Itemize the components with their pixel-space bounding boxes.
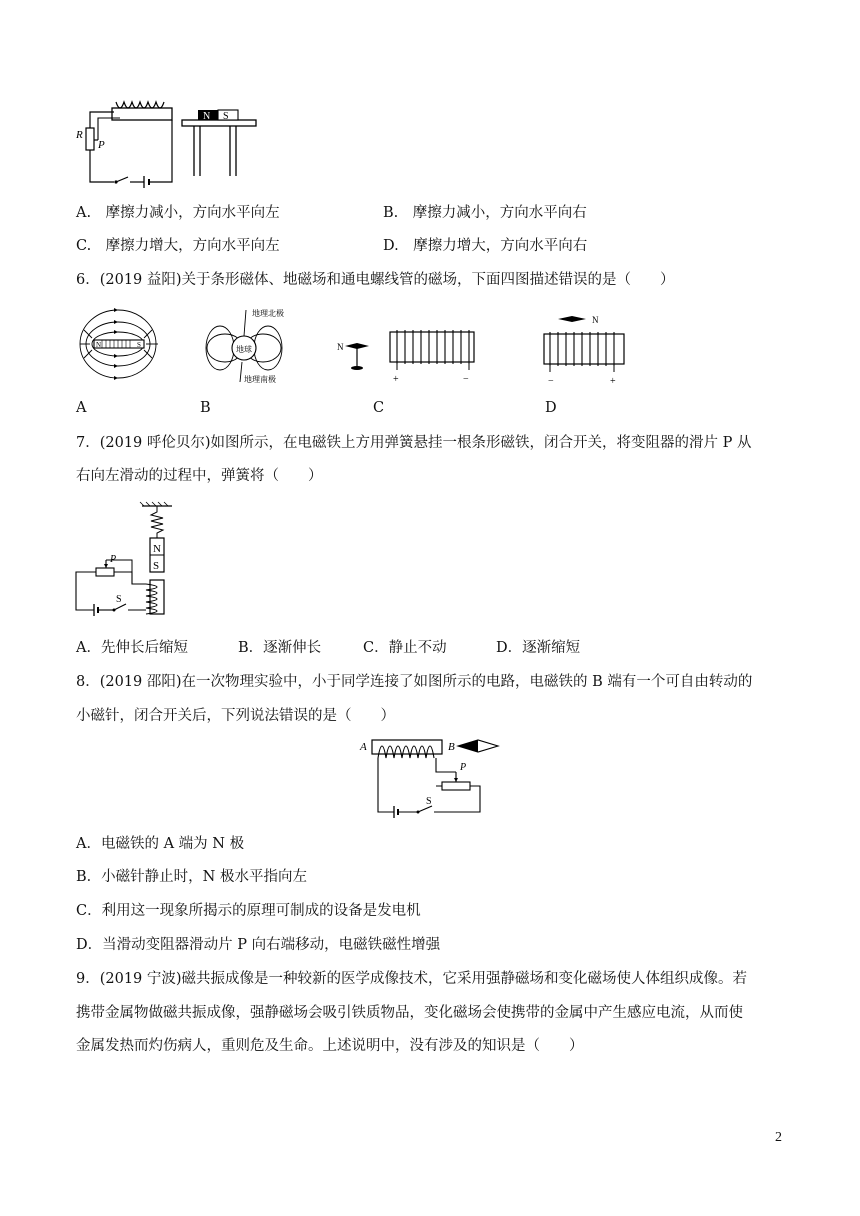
q7-label-switch: S <box>116 594 122 605</box>
q5-option-d[interactable]: D. 摩擦力增大，方向水平向右 <box>383 238 588 254</box>
q8-option-a[interactable]: A．电磁铁的 A 端为 N 极 <box>76 836 245 852</box>
q7-label-p: P <box>110 554 117 565</box>
q5-label-r: R <box>76 129 83 141</box>
q5-label-n: N <box>203 111 211 122</box>
q8-figure <box>356 734 506 818</box>
q5-option-b[interactable]: B. 摩擦力减小，方向水平向右 <box>383 205 587 221</box>
q6d-plus: + <box>610 376 616 387</box>
q6c-plus: + <box>393 374 399 385</box>
q6c-minus: − <box>463 374 469 385</box>
q8-stem-line1: 8．(2019 邵阳)在一次物理实验中，小于同学连接了如图所示的电路，电磁铁的 B 端有一个可自由转动的 <box>76 674 753 690</box>
q6-figure-d <box>540 310 640 390</box>
q9-line1: 9．(2019 宁波)磁共振成像是一种较新的医学成像技术，它采用强静磁场和变化磁场使人体组织成像。若 <box>76 971 748 987</box>
q7-option-a[interactable]: A．先伸长后缩短 <box>76 640 188 656</box>
q6c-label-n: N <box>337 342 344 352</box>
q5-label-s: S <box>223 111 229 122</box>
q6-stem: 6．(2019 益阳)关于条形磁体、地磁场和通电螺线管的磁场，下面四图描述错误的是（ ） <box>76 272 675 288</box>
q5-label-p: P <box>98 139 105 151</box>
q5-figure <box>70 98 270 190</box>
q6b-north-label: 地理北极 <box>252 309 284 318</box>
q6d-label-n: N <box>592 315 599 325</box>
q9-line2: 携带金属物做磁共振成像，强静磁场会吸引铁质物品，变化磁场会使携带的金属中产生感应电流，从而使 <box>76 1005 743 1021</box>
q6-figure-a <box>76 300 166 392</box>
q5-option-a[interactable]: A. 摩擦力减小，方向水平向左 <box>76 205 280 221</box>
q6a-label-n: N <box>96 341 102 349</box>
q7-figure <box>72 500 192 618</box>
q7-stem-line2: 右向左滑动的过程中，弹簧将（ ） <box>76 468 323 484</box>
q6-caption-b[interactable]: B <box>200 400 211 416</box>
q8-label-b: B <box>448 741 455 753</box>
q7-magnet-s: S <box>153 560 160 572</box>
q6-figure-c <box>335 326 485 392</box>
q7-stem-line1: 7．(2019 呼伦贝尔)如图所示，在电磁铁上方用弹簧悬挂一根条形磁铁，闭合开关，将变阻器的滑片 P 从 <box>76 435 752 451</box>
q7-option-b[interactable]: B．逐渐伸长 <box>238 640 322 656</box>
q6-caption-a[interactable]: A <box>76 400 87 416</box>
q8-label-s: S <box>426 796 432 807</box>
q6-figure-b <box>200 306 310 386</box>
q7-magnet-n: N <box>153 543 161 555</box>
q6d-minus: − <box>548 376 554 387</box>
q8-label-a: A <box>360 741 367 753</box>
q6-caption-c[interactable]: C <box>373 400 385 416</box>
q6b-earth-label: 地球 <box>236 345 252 354</box>
q8-option-c[interactable]: C．利用这一现象所揭示的原理可制成的设备是发电机 <box>76 903 421 919</box>
q6-caption-d[interactable]: D <box>545 400 557 416</box>
q7-option-c[interactable]: C．静止不动 <box>363 640 447 656</box>
q6b-south-label: 地理南极 <box>244 375 276 384</box>
q9-line3: 金属发热而灼伤病人，重则危及生命。上述说明中，没有涉及的知识是（ ） <box>76 1038 584 1054</box>
q8-label-p: P <box>460 762 467 773</box>
q8-option-d[interactable]: D．当滑动变阻器滑动片 P 向右端移动，电磁铁磁性增强 <box>76 937 441 953</box>
q6a-label-s: S <box>137 341 141 349</box>
q8-option-b[interactable]: B．小磁针静止时，N 极水平指向左 <box>76 869 307 885</box>
q5-option-c[interactable]: C. 摩擦力增大，方向水平向左 <box>76 238 280 254</box>
q8-stem-line2: 小磁针，闭合开关后，下列说法错误的是（ ） <box>76 708 395 724</box>
q7-option-d[interactable]: D．逐渐缩短 <box>496 640 581 656</box>
page-number: 2 <box>775 1130 782 1145</box>
